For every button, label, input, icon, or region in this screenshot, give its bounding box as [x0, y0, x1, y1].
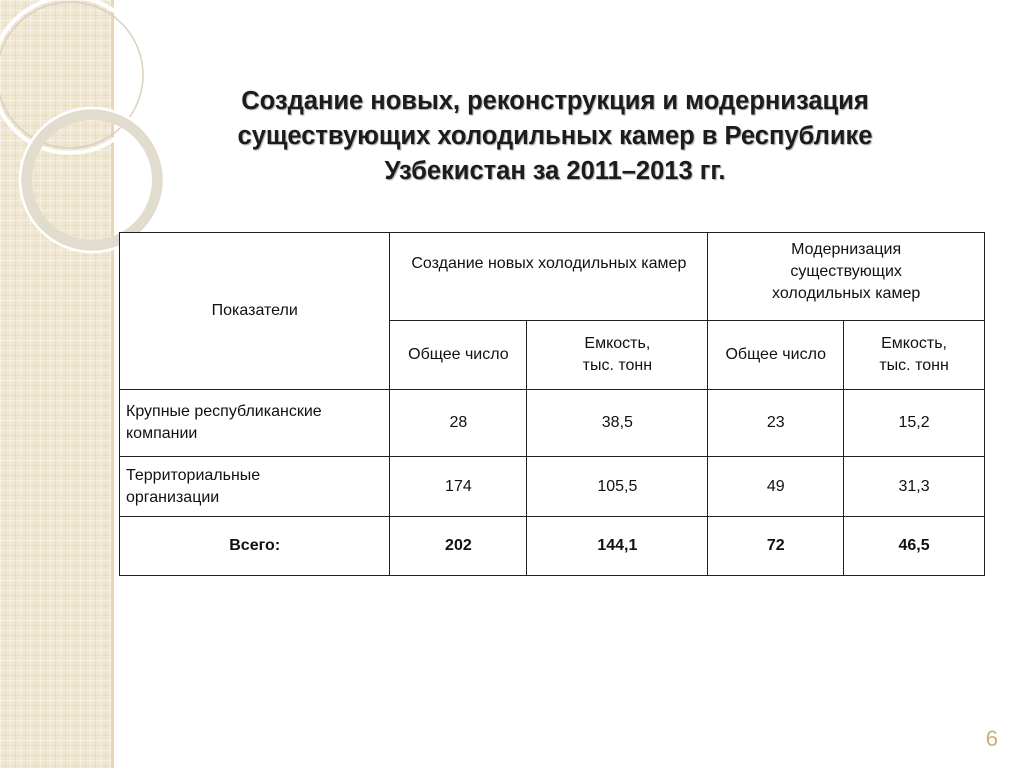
header-new-capacity-line-2: тыс. тонн	[582, 357, 653, 374]
total-new-capacity: 144,1	[527, 517, 708, 576]
header-new-total-count: Общее число	[390, 321, 527, 390]
header-indicators: Показатели	[120, 233, 390, 390]
total-modern-count: 72	[708, 517, 844, 576]
header-group-new-label: Создание новых холодильных камер	[411, 255, 687, 272]
cell-new-count: 28	[390, 390, 527, 457]
cell-new-count: 174	[390, 457, 527, 517]
table-row	[120, 390, 985, 457]
header-modern-capacity-line-2: тыс. тонн	[879, 357, 949, 374]
table-total-row	[120, 517, 985, 576]
cell-new-capacity: 38,5	[527, 390, 708, 457]
header-group-new	[390, 233, 708, 321]
lower-ring	[26, 114, 158, 246]
lower-ring-highlight	[20, 108, 164, 252]
header-new-capacity	[527, 321, 708, 390]
cell-modern-count: 49	[708, 457, 844, 517]
header-group-modern	[708, 233, 985, 321]
total-label: Всего:	[120, 517, 390, 576]
row-label	[120, 457, 390, 517]
header-modern-capacity	[844, 321, 985, 390]
title-line-2: существующих холодильных камер в Республике	[237, 122, 873, 150]
table-header-row-1	[120, 233, 985, 321]
row-label-line-2: компании	[126, 425, 198, 442]
row-label-line-2: организации	[126, 488, 220, 506]
title-line-3: Узбекистан за 2011–2013 гг.	[384, 157, 726, 185]
header-new-capacity-line-1: Емкость,	[584, 335, 651, 352]
row-label	[120, 390, 390, 457]
title-line-1: Создание новых, реконструкция и модернизация	[241, 87, 869, 115]
cold-storage-table	[119, 232, 985, 576]
table-row	[120, 457, 985, 517]
cell-new-capacity: 105,5	[527, 457, 708, 517]
total-new-count: 202	[390, 517, 527, 576]
row-label-line-1: Территориальные	[126, 466, 261, 484]
decorative-rings	[0, 0, 160, 260]
header-modern-capacity-line-1: Емкость,	[881, 335, 947, 352]
total-modern-capacity: 46,5	[844, 517, 985, 576]
cell-modern-capacity: 31,3	[844, 457, 985, 517]
cell-modern-capacity: 15,2	[844, 390, 985, 457]
slide-number: 6	[985, 726, 998, 751]
header-group-modern-label: Модернизация существующих холодильных камер	[772, 241, 921, 302]
slide-title	[150, 84, 960, 189]
row-label-line-1: Крупные республиканские	[126, 403, 322, 420]
header-modern-total-count: Общее число	[708, 321, 844, 390]
cell-modern-count: 23	[708, 390, 844, 457]
